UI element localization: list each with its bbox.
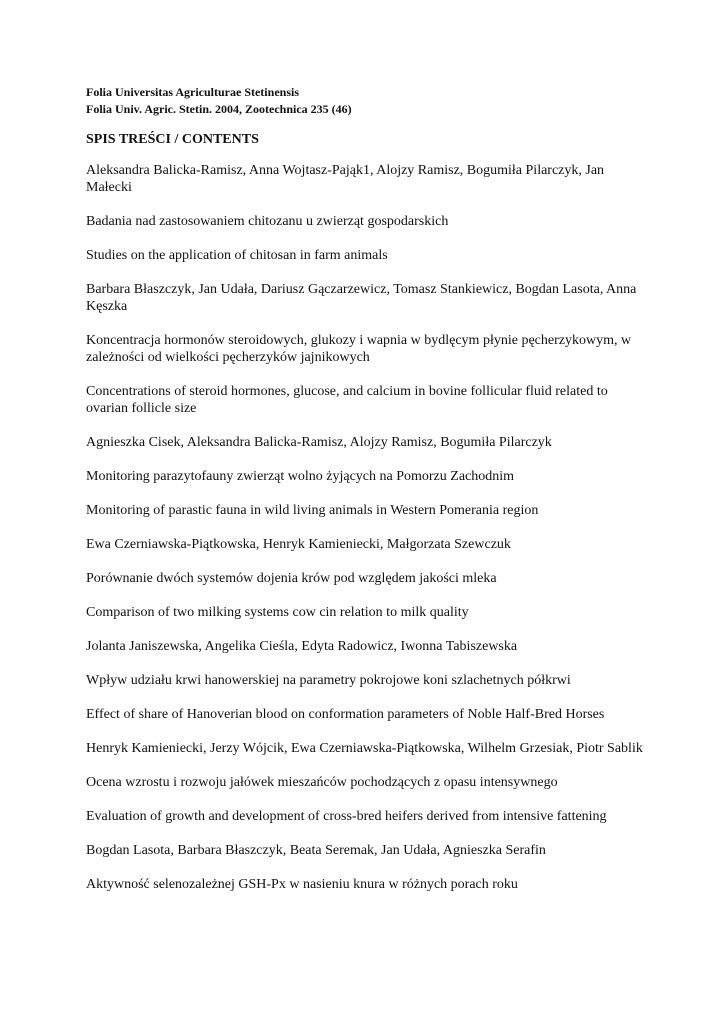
journal-name: Folia Universitas Agriculturae Stetinensis xyxy=(86,85,299,99)
toc-title-en: Studies on the application of chitosan in farm animals xyxy=(86,248,388,263)
toc-title-pl: Aktywność selenozależnej GSH-Px w nasieniu knura w różnych porach roku xyxy=(86,877,518,892)
toc-title-pl: Wpływ udziału krwi hanowerskiej na parametry pokrojowe koni szlachetnych półkrwi xyxy=(86,673,571,688)
toc-title-en: Comparison of two milking systems cow cin relation to milk quality xyxy=(86,605,469,620)
toc-title-pl: Ocena wzrostu i rozwoju jałówek mieszańców pochodzących z opasu intensywnego xyxy=(86,775,558,790)
toc-entries xyxy=(86,162,646,893)
toc-title-en: Monitoring of parastic fauna in wild living animals in Western Pomerania region xyxy=(86,503,539,518)
journal-citation: Folia Univ. Agric. Stetin. 2004, Zootechnica 235 (46) xyxy=(86,102,352,116)
toc-heading: SPIS TREŚCI / CONTENTS xyxy=(86,132,259,147)
toc-authors: Jolanta Janiszewska, Angelika Cieśla, Edyta Radowicz, Iwonna Tabiszewska xyxy=(86,639,518,654)
document-body xyxy=(86,84,646,910)
toc-title-en: Evaluation of growth and development of cross-bred heifers derived from intensive fattening xyxy=(86,809,607,824)
toc-title-en: Effect of share of Hanoverian blood on conformation parameters of Noble Half-Bred Horses xyxy=(86,707,605,722)
toc-authors: Bogdan Lasota, Barbara Błaszczyk, Beata Seremak, Jan Udała, Agnieszka Serafin xyxy=(86,843,546,858)
toc-title-pl: Porównanie dwóch systemów dojenia krów pod względem jakości mleka xyxy=(86,571,497,586)
toc-title-pl: Koncentracja hormonów steroidowych, glukozy i wapnia w bydlęcym płynie pęcherzykowym, w zależności od wielkości pęcherzyków jajnikowych xyxy=(86,333,632,365)
toc-title-pl: Monitoring parazytofauny zwierząt wolno żyjących na Pomorzu Zachodnim xyxy=(86,469,515,484)
toc-authors: Henryk Kamieniecki, Jerzy Wójcik, Ewa Czerniawska-Piątkowska, Wilhelm Grzesiak, Piotr Sablik xyxy=(86,741,643,756)
toc-authors: Ewa Czerniawska-Piątkowska, Henryk Kamieniecki, Małgorzata Szewczuk xyxy=(86,537,511,552)
toc-authors: Agnieszka Cisek, Aleksandra Balicka-Ramisz, Alojzy Ramisz, Bogumiła Pilarczyk xyxy=(86,435,552,450)
toc-authors: Barbara Błaszczyk, Jan Udała, Dariusz Gączarzewicz, Tomasz Stankiewicz, Bogdan Lasota, Anna Kęszka xyxy=(86,282,637,314)
toc-authors: Aleksandra Balicka-Ramisz, Anna Wojtasz-Pająk1, Alojzy Ramisz, Bogumiła Pilarczyk, Jan Małecki xyxy=(86,163,605,195)
toc-title-pl: Badania nad zastosowaniem chitozanu u zwierząt gospodarskich xyxy=(86,214,449,229)
toc-title-en: Concentrations of steroid hormones, glucose, and calcium in bovine follicular fluid related to ovarian follicle size xyxy=(86,384,608,416)
